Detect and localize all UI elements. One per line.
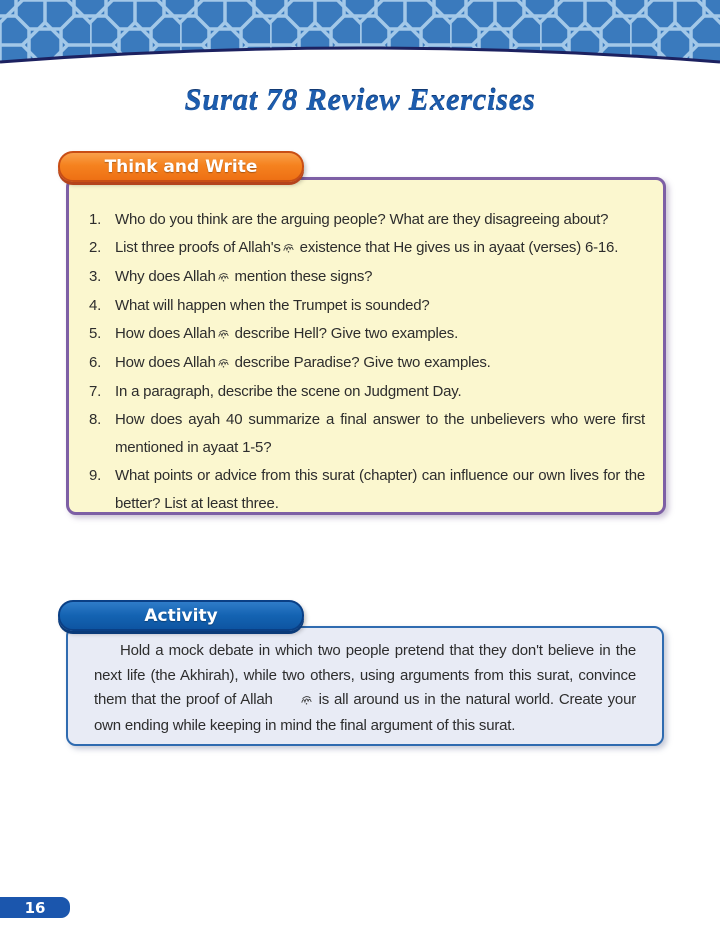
- header-curve: [0, 42, 720, 72]
- header-banner: [0, 0, 720, 72]
- question-item: [83, 234, 645, 263]
- question-text: Why does Allah mention these signs?: [115, 263, 645, 292]
- think-and-write-box: [66, 177, 666, 515]
- allah-honorific-icon: [217, 350, 230, 378]
- question-item: [83, 292, 645, 320]
- page-number-badge: [0, 897, 70, 918]
- think-and-write-tab-label: Think and Write: [104, 156, 258, 177]
- question-item: [83, 263, 645, 292]
- allah-honorific-icon: [217, 264, 230, 292]
- activity-text: Hold a mock debate in which two people pretend that they don't believe in the next life (the Akhirah), while two others, using arguments from this surat, convince them that the proof of Allah is all around us in the natural world. Create your own ending while keeping in mind the final argument of this surat.: [94, 642, 637, 734]
- question-item: [83, 349, 645, 378]
- question-text: List three proofs of Allah's existence that He gives us in ayaat (verses) 6-16.: [115, 234, 645, 263]
- question-text: How does Allah describe Paradise? Give two examples.: [115, 349, 645, 378]
- question-number: 6.: [89, 354, 102, 371]
- question-item: [83, 378, 645, 406]
- question-text: In a paragraph, describe the scene on Judgment Day.: [115, 383, 462, 400]
- question-item: [83, 320, 645, 349]
- question-item: [83, 206, 645, 234]
- allah-honorific-icon: [217, 321, 230, 349]
- question-number: 7.: [89, 383, 102, 400]
- activity-box: [66, 626, 664, 746]
- question-item: [83, 406, 645, 462]
- question-number: 8.: [89, 411, 102, 428]
- question-number: 5.: [89, 325, 102, 342]
- question-number: 9.: [89, 467, 102, 484]
- activity-tab-label: Activity: [144, 605, 218, 626]
- question-item: [83, 462, 645, 518]
- questions-list: [83, 206, 645, 518]
- question-number: 4.: [89, 297, 102, 314]
- think-and-write-tab: [58, 151, 304, 182]
- question-text: What will happen when the Trumpet is sounded?: [115, 297, 430, 314]
- question-number: 2.: [89, 239, 102, 256]
- activity-tab: [58, 600, 304, 631]
- question-text: Who do you think are the arguing people? What are they disagreeing about?: [115, 211, 609, 228]
- question-text: How does Allah describe Hell? Give two examples.: [115, 320, 645, 349]
- allah-honorific-icon: [282, 235, 295, 263]
- question-number: 3.: [89, 268, 102, 285]
- allah-honorific-icon: [274, 689, 313, 714]
- question-text: What points or advice from this surat (chapter) can influence our own lives for the better? List at least three.: [115, 467, 645, 512]
- page-number: 16: [24, 898, 46, 917]
- page-title: Surat 78 Review Exercises: [184, 82, 536, 117]
- question-text: How does ayah 40 summarize a final answer to the unbelievers who were first mentioned in ayaat 1-5?: [115, 411, 645, 456]
- question-number: 1.: [89, 211, 102, 228]
